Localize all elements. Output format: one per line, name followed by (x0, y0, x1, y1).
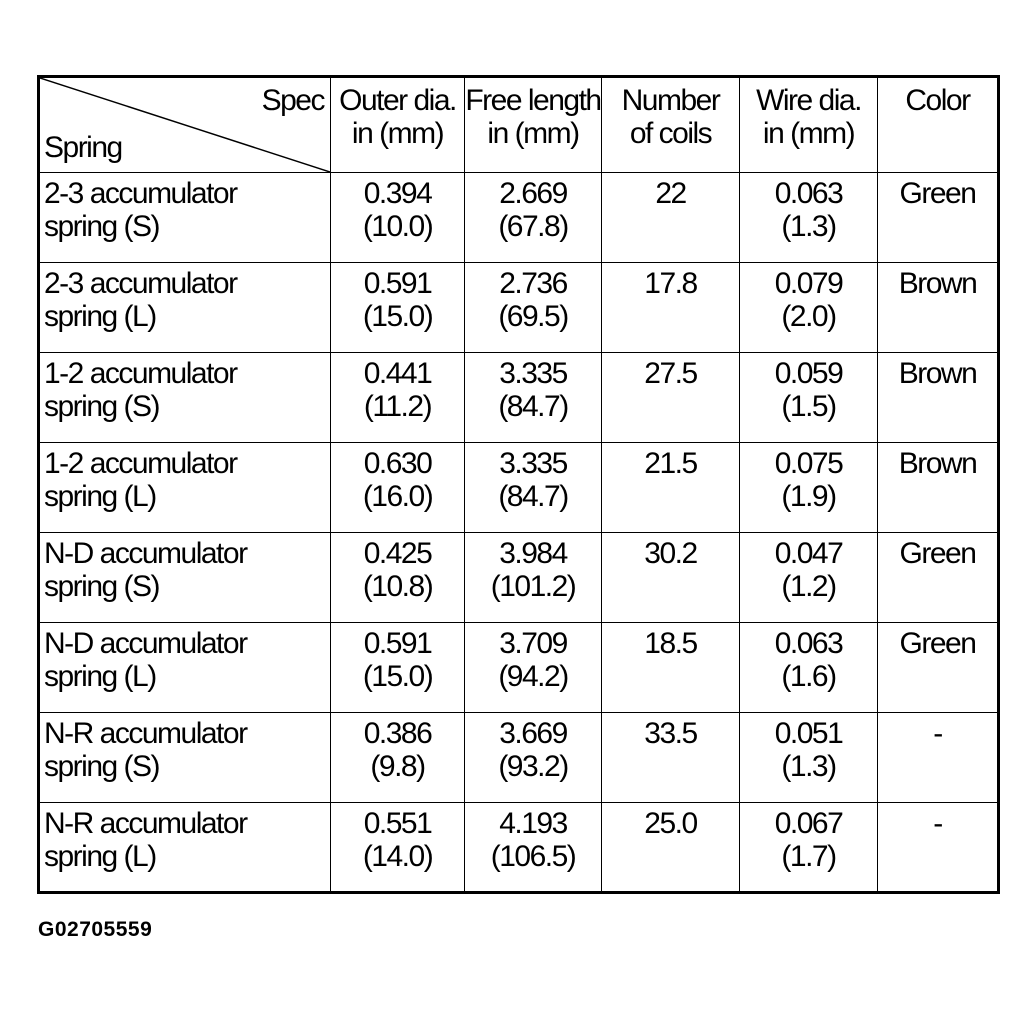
color-cell: Brown (878, 353, 999, 443)
color-cell: Brown (878, 263, 999, 353)
wire-dia-cell: 0.047 (1.2) (740, 533, 878, 623)
spring-name-cell: N-R accumulator spring (S) (39, 713, 331, 803)
wire-dia-cell: 0.075 (1.9) (740, 443, 878, 533)
table-row (39, 263, 999, 353)
free-length-cell: 3.335 (84.7) (465, 353, 602, 443)
color-cell: Green (878, 173, 999, 263)
column-header-wire-dia: Wire dia. in (mm) (740, 77, 878, 173)
column-header-free-length: Free length in (mm) (465, 77, 602, 173)
column-header-number-of-coils: Number of coils (602, 77, 740, 173)
outer-dia-cell: 0.386 (9.8) (331, 713, 465, 803)
free-length-cell: 3.335 (84.7) (465, 443, 602, 533)
spring-name-cell: N-D accumulator spring (S) (39, 533, 331, 623)
table-row (39, 713, 999, 803)
number-of-coils-cell: 25.0 (602, 803, 740, 893)
column-header-outer-dia: Outer dia. in (mm) (331, 77, 465, 173)
table-row (39, 803, 999, 893)
wire-dia-cell: 0.067 (1.7) (740, 803, 878, 893)
spring-name-cell: 1-2 accumulator spring (L) (39, 443, 331, 533)
spring-name-cell: 2-3 accumulator spring (S) (39, 173, 331, 263)
number-of-coils-cell: 22 (602, 173, 740, 263)
table-row (39, 353, 999, 443)
color-cell: - (878, 803, 999, 893)
color-cell: Brown (878, 443, 999, 533)
outer-dia-cell: 0.551 (14.0) (331, 803, 465, 893)
wire-dia-cell: 0.063 (1.6) (740, 623, 878, 713)
wire-dia-cell: 0.059 (1.5) (740, 353, 878, 443)
table-row (39, 443, 999, 533)
free-length-cell: 2.736 (69.5) (465, 263, 602, 353)
free-length-cell: 3.984 (101.2) (465, 533, 602, 623)
number-of-coils-cell: 33.5 (602, 713, 740, 803)
color-cell: - (878, 713, 999, 803)
corner-spec-label: Spec (261, 84, 324, 117)
table-row (39, 173, 999, 263)
table-row (39, 623, 999, 713)
spring-name-cell: 2-3 accumulator spring (L) (39, 263, 331, 353)
number-of-coils-cell: 27.5 (602, 353, 740, 443)
spring-spec-table (37, 75, 1000, 894)
corner-header-cell (39, 77, 331, 173)
table-body (39, 173, 999, 893)
spring-name-cell: 1-2 accumulator spring (S) (39, 353, 331, 443)
number-of-coils-cell: 30.2 (602, 533, 740, 623)
number-of-coils-cell: 21.5 (602, 443, 740, 533)
outer-dia-cell: 0.394 (10.0) (331, 173, 465, 263)
outer-dia-cell: 0.441 (11.2) (331, 353, 465, 443)
outer-dia-cell: 0.630 (16.0) (331, 443, 465, 533)
figure-id: G02705559 (38, 918, 153, 941)
outer-dia-cell: 0.591 (15.0) (331, 263, 465, 353)
header-row (39, 77, 999, 173)
number-of-coils-cell: 18.5 (602, 623, 740, 713)
wire-dia-cell: 0.079 (2.0) (740, 263, 878, 353)
table-row (39, 533, 999, 623)
outer-dia-cell: 0.591 (15.0) (331, 623, 465, 713)
corner-spring-label: Spring (44, 131, 122, 164)
spring-name-cell: N-R accumulator spring (L) (39, 803, 331, 893)
free-length-cell: 3.709 (94.2) (465, 623, 602, 713)
wire-dia-cell: 0.063 (1.3) (740, 173, 878, 263)
column-header-color: Color (878, 77, 999, 173)
color-cell: Green (878, 623, 999, 713)
free-length-cell: 3.669 (93.2) (465, 713, 602, 803)
number-of-coils-cell: 17.8 (602, 263, 740, 353)
outer-dia-cell: 0.425 (10.8) (331, 533, 465, 623)
wire-dia-cell: 0.051 (1.3) (740, 713, 878, 803)
free-length-cell: 2.669 (67.8) (465, 173, 602, 263)
spring-name-cell: N-D accumulator spring (L) (39, 623, 331, 713)
free-length-cell: 4.193 (106.5) (465, 803, 602, 893)
color-cell: Green (878, 533, 999, 623)
